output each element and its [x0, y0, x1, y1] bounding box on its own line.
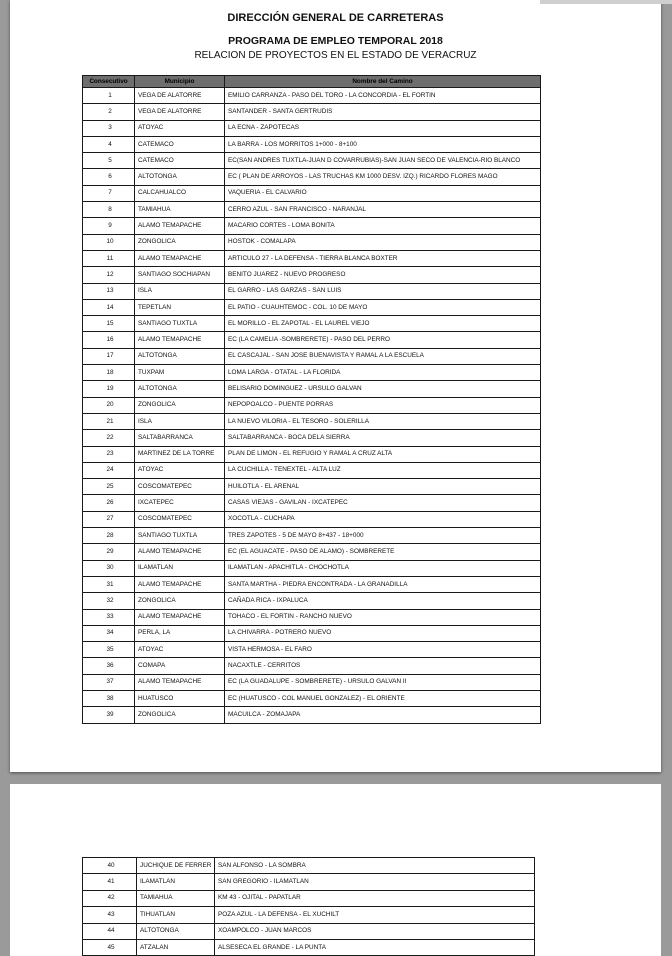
cell-municipio: ATOYAC	[135, 120, 225, 136]
cell-municipio: ISLA	[135, 413, 225, 429]
table-row	[83, 250, 541, 266]
cell-municipio: ALTOTONGA	[135, 348, 225, 364]
cell-nombre-camino: EL GARRO - LAS GARZAS - SAN LUIS	[225, 283, 541, 299]
table-row	[83, 316, 541, 332]
cell-consecutivo: 10	[83, 234, 135, 250]
table-row	[83, 299, 541, 315]
cell-consecutivo: 18	[83, 365, 135, 381]
cell-municipio: ZONGOLICA	[135, 397, 225, 413]
cell-consecutivo: 39	[83, 707, 135, 723]
cell-nombre-camino: PLAN DE LIMON - EL REFUGIO Y RAMAL A CRUZ ALTA	[225, 446, 541, 462]
cell-nombre-camino: TRES ZAPOTES - 5 DE MAYO 8+437 - 18+000	[225, 528, 541, 544]
table-row	[83, 104, 541, 120]
cell-nombre-camino: TOHACO - EL FORTIN - RANCHO NUEVO	[225, 609, 541, 625]
table-row	[83, 348, 541, 364]
table-row	[83, 560, 541, 576]
cell-nombre-camino: EL PATIO - CUAUHTEMOC - COL. 10 DE MAYO	[225, 299, 541, 315]
table-row	[83, 120, 541, 136]
cell-nombre-camino: SANTANDER - SANTA GERTRUDIS	[225, 104, 541, 120]
cell-nombre-camino: LA BARRA - LOS MORRITOS 1+000 - 8+100	[225, 136, 541, 152]
cell-nombre-camino: KM 43 - OJITAL - PAPATLAR	[215, 890, 535, 906]
cell-nombre-camino: ILAMATLAN - APACHITLA - CHOCHOTLA	[225, 560, 541, 576]
cell-municipio: ATOYAC	[135, 642, 225, 658]
cell-nombre-camino: NACAXTLE - CERRITOS	[225, 658, 541, 674]
header-consecutivo: Consecutivo	[83, 76, 135, 88]
cell-consecutivo: 14	[83, 299, 135, 315]
cell-nombre-camino: LA NUEVO VILORIA - EL TESORO - SOLERILLA	[225, 413, 541, 429]
cell-nombre-camino: CAÑADA RICA - IXPALUCA	[225, 593, 541, 609]
cell-consecutivo: 45	[83, 939, 137, 955]
cell-municipio: COSCOMATEPEC	[135, 511, 225, 527]
cell-municipio: CALCAHUALCO	[135, 185, 225, 201]
page-edge	[540, 0, 672, 4]
cell-nombre-camino: LA CUCHILLA - TENEXTEL - ALTA LUZ	[225, 462, 541, 478]
cell-nombre-camino: BELISARIO DOMINGUEZ - URSULO GALVAN	[225, 381, 541, 397]
cell-consecutivo: 34	[83, 625, 135, 641]
cell-municipio: MARTINEZ DE LA TORRE	[135, 446, 225, 462]
cell-consecutivo: 25	[83, 479, 135, 495]
cell-municipio: ALTOTONGA	[135, 381, 225, 397]
cell-nombre-camino: EC (EL AGUACATE - PASO DE ALAMO) - SOMBRERETE	[225, 544, 541, 560]
cell-consecutivo: 37	[83, 674, 135, 690]
cell-municipio: ALAMO TEMAPACHE	[135, 544, 225, 560]
cell-nombre-camino: POZA AZUL - LA DEFENSA - EL XUCHILT	[215, 907, 535, 923]
table-row	[83, 658, 541, 674]
cell-nombre-camino: VISTA HERMOSA - EL FARO	[225, 642, 541, 658]
cell-municipio: TIHUATLAN	[137, 907, 215, 923]
cell-nombre-camino: VAQUERIA - EL CALVARIO	[225, 185, 541, 201]
cell-consecutivo: 5	[83, 153, 135, 169]
cell-municipio: ILAMATLAN	[137, 874, 215, 890]
table-row	[83, 707, 541, 723]
cell-nombre-camino: EC (LA GUADALUPE - SOMBRERETE) - URSULO GALVAN II	[225, 674, 541, 690]
projects-table-continued	[82, 857, 535, 956]
cell-consecutivo: 7	[83, 185, 135, 201]
document-page-1	[10, 0, 661, 772]
table-row	[83, 690, 541, 706]
cell-municipio: ISLA	[135, 283, 225, 299]
cell-consecutivo: 4	[83, 136, 135, 152]
cell-consecutivo: 38	[83, 690, 135, 706]
table-row	[83, 874, 535, 890]
cell-municipio: TEPETLAN	[135, 299, 225, 315]
cell-consecutivo: 3	[83, 120, 135, 136]
cell-consecutivo: 44	[83, 923, 137, 939]
table-body	[83, 858, 535, 956]
table-header-row	[83, 76, 541, 88]
cell-municipio: ZONGOLICA	[135, 234, 225, 250]
cell-nombre-camino: EC(SAN ANDRES TUXTLA-JUAN D COVARRUBIAS)-SAN JUAN SECO DE VALENCIA-RIO BLANCO	[225, 153, 541, 169]
table-row	[83, 430, 541, 446]
cell-municipio: JUCHIQUE DE FERRER	[137, 858, 215, 874]
table-row	[83, 169, 541, 185]
header-municipio: Municipio	[135, 76, 225, 88]
cell-consecutivo: 2	[83, 104, 135, 120]
cell-municipio: ZONGOLICA	[135, 707, 225, 723]
cell-nombre-camino: EL CASCAJAL - SAN JOSE BUENAVISTA Y RAMAL A LA ESCUELA	[225, 348, 541, 364]
cell-nombre-camino: EMILIO CARRANZA - PASO DEL TORO - LA CONCORDIA - EL FORTIN	[225, 88, 541, 104]
table-row	[83, 625, 541, 641]
cell-consecutivo: 21	[83, 413, 135, 429]
cell-consecutivo: 17	[83, 348, 135, 364]
cell-municipio: ATZALAN	[137, 939, 215, 955]
cell-nombre-camino: ALSESECA EL GRANDE - LA PUNTA	[215, 939, 535, 955]
cell-consecutivo: 22	[83, 430, 135, 446]
cell-consecutivo: 6	[83, 169, 135, 185]
cell-municipio: VEGA DE ALATORRE	[135, 88, 225, 104]
table-row	[83, 511, 541, 527]
table-row	[83, 674, 541, 690]
table-row	[83, 413, 541, 429]
cell-municipio: ALAMO TEMAPACHE	[135, 250, 225, 266]
table-row	[83, 446, 541, 462]
cell-municipio: ALAMO TEMAPACHE	[135, 576, 225, 592]
cell-consecutivo: 36	[83, 658, 135, 674]
cell-nombre-camino: HOSTOK - COMALAPA	[225, 234, 541, 250]
table-row	[83, 136, 541, 152]
table-row	[83, 462, 541, 478]
cell-municipio: ALAMO TEMAPACHE	[135, 218, 225, 234]
table-row	[83, 153, 541, 169]
cell-consecutivo: 28	[83, 528, 135, 544]
cell-municipio: ALAMO TEMAPACHE	[135, 609, 225, 625]
table-row	[83, 267, 541, 283]
table-row	[83, 283, 541, 299]
table-row	[83, 185, 541, 201]
table-row	[83, 576, 541, 592]
table-row	[83, 495, 541, 511]
cell-consecutivo: 1	[83, 88, 135, 104]
cell-nombre-camino: XOCOTLA - CUCHAPA	[225, 511, 541, 527]
table-row	[83, 234, 541, 250]
cell-nombre-camino: HUILOTLA - EL ARENAL	[225, 479, 541, 495]
header-nombre-camino: Nombre del Camino	[225, 76, 541, 88]
cell-nombre-camino: SANTA MARTHA - PIEDRA ENCONTRADA - LA GRANADILLA	[225, 576, 541, 592]
cell-consecutivo: 42	[83, 890, 137, 906]
cell-nombre-camino: EC (LA CAMELIA -SOMBRERETE) - PASO DEL PERRO	[225, 332, 541, 348]
cell-municipio: ALTOTONGA	[137, 923, 215, 939]
cell-municipio: CATEMACO	[135, 136, 225, 152]
cell-nombre-camino: CERRO AZUL - SAN FRANCISCO - NARANJAL	[225, 202, 541, 218]
cell-nombre-camino: EC (HUATUSCO - COL MANUEL GONZALEZ) - EL ORIENTE	[225, 690, 541, 706]
cell-nombre-camino: ARTICULO 27 - LA DEFENSA - TIERRA BLANCA BOXTER	[225, 250, 541, 266]
cell-municipio: COSCOMATEPEC	[135, 479, 225, 495]
cell-municipio: VEGA DE ALATORRE	[135, 104, 225, 120]
cell-nombre-camino: BENITO JUAREZ - NUEVO PROGRESO	[225, 267, 541, 283]
table-row	[83, 365, 541, 381]
cell-consecutivo: 31	[83, 576, 135, 592]
table-row	[83, 609, 541, 625]
cell-nombre-camino: EL MORILLO - EL ZAPOTAL - EL LAUREL VIEJO	[225, 316, 541, 332]
program-title: PROGRAMA DE EMPLEO TEMPORAL 2018	[228, 35, 443, 47]
table-row	[83, 858, 535, 874]
cell-nombre-camino: MACUILCA - ZOMAJAPA	[225, 707, 541, 723]
cell-municipio: ILAMATLAN	[135, 560, 225, 576]
cell-consecutivo: 8	[83, 202, 135, 218]
cell-nombre-camino: XOAMPOLCO - JUAN MARCOS	[215, 923, 535, 939]
table-row	[83, 907, 535, 923]
projects-table	[82, 75, 541, 724]
table-row	[83, 88, 541, 104]
cell-municipio: SALTABARRANCA	[135, 430, 225, 446]
cell-consecutivo: 43	[83, 907, 137, 923]
cell-nombre-camino: EC ( PLAN DE ARROYOS - LAS TRUCHAS KM 1000 DESV. IZQ.) RICARDO FLORES MAGO	[225, 169, 541, 185]
cell-municipio: ATOYAC	[135, 462, 225, 478]
cell-consecutivo: 19	[83, 381, 135, 397]
cell-consecutivo: 16	[83, 332, 135, 348]
table-row	[83, 381, 541, 397]
cell-municipio: SANTIAGO SOCHIAPAN	[135, 267, 225, 283]
table-row	[83, 397, 541, 413]
document-page-2	[10, 784, 661, 956]
table-row	[83, 642, 541, 658]
cell-consecutivo: 15	[83, 316, 135, 332]
cell-consecutivo: 9	[83, 218, 135, 234]
cell-municipio: ZONGOLICA	[135, 593, 225, 609]
cell-nombre-camino: SAN ALFONSO - LA SOMBRA	[215, 858, 535, 874]
cell-consecutivo: 13	[83, 283, 135, 299]
cell-municipio: SANTIAGO TUXTLA	[135, 528, 225, 544]
document-title: DIRECCIÓN GENERAL DE CARRETERAS	[227, 12, 444, 24]
cell-consecutivo: 23	[83, 446, 135, 462]
table-row	[83, 939, 535, 955]
cell-municipio: COMAPA	[135, 658, 225, 674]
cell-municipio: CATEMACO	[135, 153, 225, 169]
cell-municipio: ALAMO TEMAPACHE	[135, 674, 225, 690]
cell-nombre-camino: LA CHIVARRA - POTRERO NUEVO	[225, 625, 541, 641]
table-row	[83, 332, 541, 348]
table-row	[83, 923, 535, 939]
cell-municipio: IXCATEPEC	[135, 495, 225, 511]
table-row	[83, 202, 541, 218]
cell-municipio: HUATUSCO	[135, 690, 225, 706]
cell-nombre-camino: LOMA LARGA - OTATAL - LA FLORIDA	[225, 365, 541, 381]
cell-nombre-camino: LA ECNA - ZAPOTECAS	[225, 120, 541, 136]
table-body	[83, 88, 541, 724]
cell-municipio: ALTOTONGA	[135, 169, 225, 185]
table-row	[83, 218, 541, 234]
document-subtitle: RELACION DE PROYECTOS EN EL ESTADO DE VERACRUZ	[194, 50, 477, 61]
cell-nombre-camino: NEPOPOALCO - PUENTE PORRAS	[225, 397, 541, 413]
cell-consecutivo: 26	[83, 495, 135, 511]
cell-municipio: PERLA, LA	[135, 625, 225, 641]
cell-nombre-camino: MACARIO CORTES - LOMA BONITA	[225, 218, 541, 234]
cell-consecutivo: 29	[83, 544, 135, 560]
table-row	[83, 890, 535, 906]
cell-municipio: SANTIAGO TUXTLA	[135, 316, 225, 332]
table-row	[83, 593, 541, 609]
cell-consecutivo: 40	[83, 858, 137, 874]
cell-consecutivo: 41	[83, 874, 137, 890]
cell-consecutivo: 12	[83, 267, 135, 283]
cell-municipio: ALAMO TEMAPACHE	[135, 332, 225, 348]
cell-municipio: TUXPAM	[135, 365, 225, 381]
cell-consecutivo: 32	[83, 593, 135, 609]
table-row	[83, 544, 541, 560]
cell-consecutivo: 20	[83, 397, 135, 413]
cell-nombre-camino: SALTABARRANCA - BOCA DELA SIERRA	[225, 430, 541, 446]
cell-municipio: TAMIAHUA	[135, 202, 225, 218]
cell-consecutivo: 30	[83, 560, 135, 576]
cell-nombre-camino: SAN GREGORIO - ILAMATLAN	[215, 874, 535, 890]
table-row	[83, 528, 541, 544]
cell-consecutivo: 35	[83, 642, 135, 658]
cell-municipio: TAMIAHUA	[137, 890, 215, 906]
table-row	[83, 479, 541, 495]
cell-consecutivo: 11	[83, 250, 135, 266]
cell-consecutivo: 24	[83, 462, 135, 478]
cell-nombre-camino: CASAS VIEJAS - GAVILAN - IXCATEPEC	[225, 495, 541, 511]
cell-consecutivo: 33	[83, 609, 135, 625]
cell-consecutivo: 27	[83, 511, 135, 527]
